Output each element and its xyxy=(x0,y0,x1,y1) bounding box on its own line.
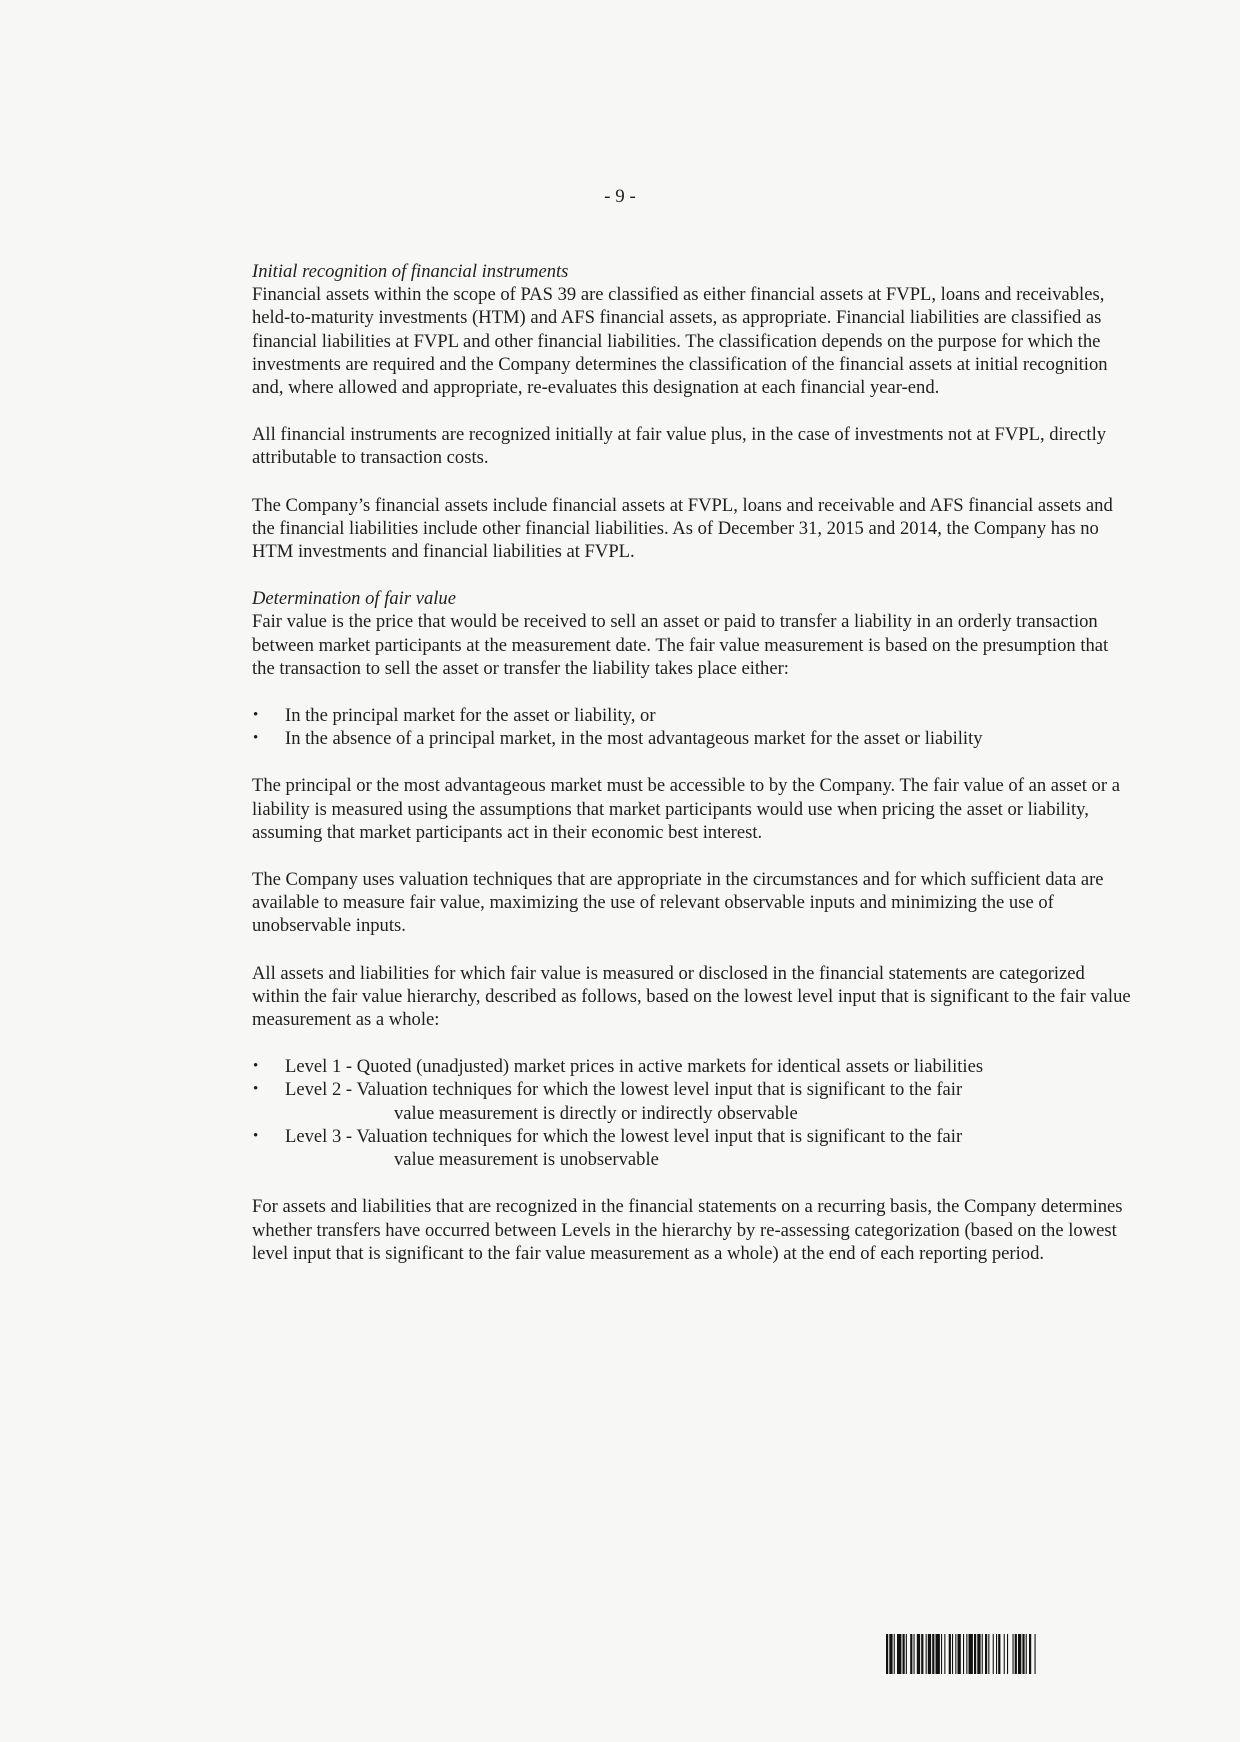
paragraph: All assets and liabilities for which fair value is measured or disclosed in the financial statements are categorized within the fair value hierarchy, described as follows, based on the lowest level input that is significant to the fair value measurement as a whole: xyxy=(252,962,1131,1031)
page-number: - 9 - xyxy=(604,186,636,207)
level-label: Level 1 - xyxy=(285,1056,357,1078)
paragraph: For assets and liabilities that are recognized in the financial statements on a recurring basis, the Company determines whether transfers have occurred between Levels in the hierarchy by re-assessing categorization (based on the lowest level input that is significant to the fair value measurement as a whole) at the end of each reporting period. xyxy=(252,1196,1123,1264)
level-description: Quoted (unadjusted) market prices in active markets for identical assets or liabilities xyxy=(356,1056,984,1078)
hierarchy-level-item xyxy=(252,1125,1132,1171)
level-description-continued: value measurement is directly or indirectly observable xyxy=(394,1102,798,1124)
paragraph: The Company uses valuation techniques that are appropriate in the circumstances and for which sufficient data are available to measure fair value, maximizing the use of relevant observable inputs and minimizing the use of unobservable inputs. xyxy=(252,869,1104,937)
paragraph: The Company’s financial assets include financial assets at FVPL, loans and receivable and AFS financial assets and the financial liabilities include other financial liabilities. As of December 31, 2015 and 2014, the Company has no HTM investments and financial liabilities at FVPL. xyxy=(252,494,1113,563)
bullet-item: • In the absence of a principal market, in the most advantageous market for the asset or liability xyxy=(252,727,1132,750)
bullet-item: • In the principal market for the asset or liability, or xyxy=(252,704,1132,727)
paragraph: The principal or the most advantageous market must be accessible to by the Company. The fair value of an asset or a liability is measured using the assumptions that market participants would use when pricing the asset or liability, assuming that market participants act in their economic best interest. xyxy=(252,775,1120,843)
hierarchy-level-item xyxy=(252,1055,1132,1078)
section-heading-fair-value: Determination of fair value xyxy=(252,588,456,610)
level-label: Level 3 - xyxy=(285,1125,357,1147)
paragraph: All financial instruments are recognized initially at fair value plus, in the case of investments not at FVPL, directly attributable to transaction costs. xyxy=(252,424,1107,469)
level-description: Valuation techniques for which the lowest level input that is significant to the fair xyxy=(356,1079,963,1101)
paragraph: Financial assets within the scope of PAS 39 are classified as either financial assets at FVPL, loans and receivables, held-to-maturity investments (HTM) and AFS financial assets, as appropriate. Financial liabilities are classified as financial liabilities at FVPL and other financial liabilities. The classification depends on the purpose for which the investments are required and the Company determines the classification of the financial assets at initial recognition and, where allowed and appropriate, re-evaluates this designation at each financial year-end. xyxy=(252,284,1108,399)
level-description: Valuation techniques for which the lowest level input that is significant to the fair xyxy=(356,1125,963,1147)
fair-value-hierarchy-list xyxy=(252,1055,1132,1171)
barcode-icon xyxy=(886,1634,1130,1674)
level-description-continued: value measurement is unobservable xyxy=(394,1149,659,1171)
market-bullet-list xyxy=(252,704,1132,750)
document-body xyxy=(252,260,1132,1289)
paragraph: Fair value is the price that would be received to sell an asset or paid to transfer a liability in an orderly transaction between market participants at the measurement date. The fair value measurement is based on the presumption that the transaction to sell the asset or transfer the liability takes place either: xyxy=(252,611,1109,679)
hierarchy-level-item xyxy=(252,1078,1132,1124)
section-heading-initial-recognition: Initial recognition of financial instruments xyxy=(252,261,569,282)
level-label: Level 2 - xyxy=(285,1079,357,1101)
